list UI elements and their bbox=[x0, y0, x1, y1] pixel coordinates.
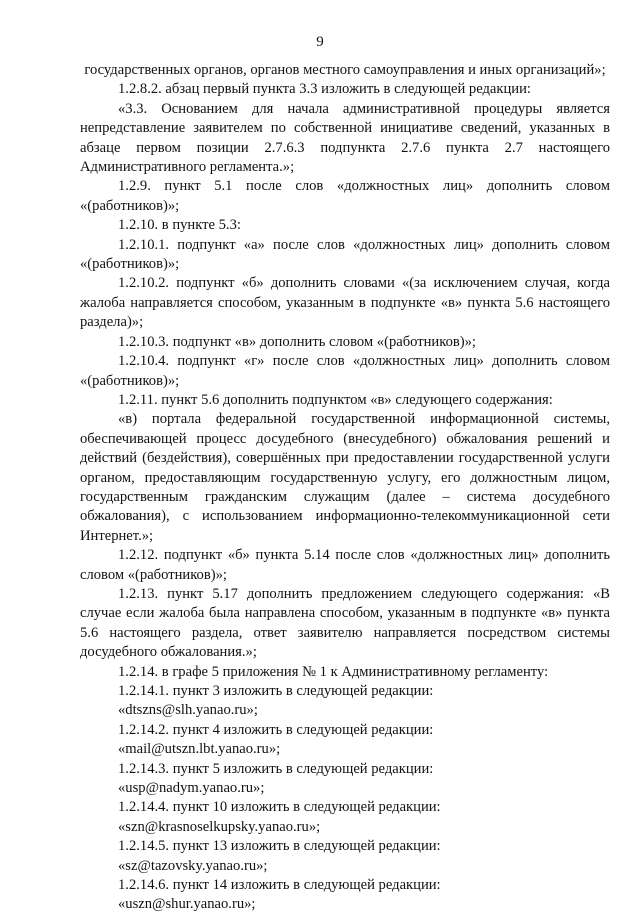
paragraph-1-2-14-4: 1.2.14.4. пункт 10 изложить в следующей редакции: bbox=[118, 799, 441, 816]
email-line: «szn@krasnoselkupsky.yanao.ru»; bbox=[118, 818, 321, 835]
email-line: «sz@tazovsky.yanao.ru»; bbox=[118, 857, 268, 874]
paragraph-1-2-13: 1.2.13. пункт 5.17 дополнить предложением следующего содержания: «В случае если жалоба была направлена способом, указанным в подпункте «в» пункта 5.6 настоящего раздела, ответ заявителю направляется посредством системы досудебного обжалования.»; bbox=[80, 585, 610, 661]
paragraph-1-2-14-3: 1.2.14.3. пункт 5 изложить в следующей редакции: bbox=[118, 760, 434, 777]
paragraph-1-2-10: 1.2.10. в пункте 5.3: bbox=[118, 217, 241, 234]
paragraph-1-2-10-4: 1.2.10.4. подпункт «г» после слов «должностных лиц» дополнить словом «(работников)»; bbox=[80, 353, 610, 389]
paragraph-1-2-10-1: 1.2.10.1. подпункт «а» после слов «должностных лиц» дополнить словом «(работников)»; bbox=[80, 236, 610, 273]
page-number: 9 bbox=[316, 34, 324, 50]
paragraph-1-2-14-5: 1.2.14.5. пункт 13 изложить в следующей редакции: bbox=[118, 838, 441, 855]
email-line: «uszn@shur.yanao.ru»; bbox=[118, 896, 256, 913]
email-line: «dtszns@slh.yanao.ru»; bbox=[118, 702, 258, 719]
document-body bbox=[80, 61, 610, 915]
paragraph-1-2-9: 1.2.9. пункт 5.1 после слов «должностных лиц» дополнить словом «(работников)»; bbox=[80, 178, 610, 214]
paragraph-1-2-10-2: 1.2.10.2. подпункт «б» дополнить словами «(за исключением случая, когда жалоба направляется способом, указанным в подпункте «в» пункта 5.6 настоящего раздела)»; bbox=[80, 275, 610, 331]
email-line: «usp@nadym.yanao.ru»; bbox=[118, 780, 265, 797]
paragraph-quote-v: «в) портала федеральной государственной информационной системы, обеспечивающей процесс досудебного (внесудебного) обжалования решений и действий (бездействия), совершённых при предоставлении государственной услуги органом, предоставляющим государственную услугу, его должностным лицом, государственным гражданским служащим (далее – система досудебного обжалования), с использованием информационно-телекоммуникационной сети Интернет.»; bbox=[80, 411, 610, 544]
paragraph-continuation: государственных органов, органов местного самоуправления и иных организаций»; bbox=[84, 62, 606, 78]
paragraph-quote-3-3: «3.3. Основанием для начала административной процедуры является непредставление заявителем по собственной инициативе сведений, указанных в абзаце первом позиции 2.7.6.3 подпункта 2.7.6 пункта 2.7 настоящего Административного регламента.»; bbox=[80, 100, 610, 176]
paragraph-1-2-11: 1.2.11. пункт 5.6 дополнить подпунктом «в» следующего содержания: bbox=[118, 391, 553, 408]
paragraph-1-2-8-2: 1.2.8.2. абзац первый пункта 3.3 изложить в следующей редакции: bbox=[118, 81, 531, 98]
paragraph-1-2-14-2: 1.2.14.2. пункт 4 изложить в следующей редакции: bbox=[118, 721, 434, 738]
paragraph-1-2-14-6: 1.2.14.6. пункт 14 изложить в следующей редакции: bbox=[118, 877, 441, 894]
paragraph-1-2-12: 1.2.12. подпункт «б» пункта 5.14 после слов «должностных лиц» дополнить словом «(работников)»; bbox=[80, 547, 610, 583]
paragraph-1-2-14: 1.2.14. в графе 5 приложения № 1 к Административному регламенту: bbox=[118, 663, 549, 680]
paragraph-1-2-14-1: 1.2.14.1. пункт 3 изложить в следующей редакции: bbox=[118, 683, 434, 699]
paragraph-1-2-10-3: 1.2.10.3. подпункт «в» дополнить словом «(работников)»; bbox=[118, 333, 476, 350]
email-line: «mail@utszn.lbt.yanao.ru»; bbox=[118, 741, 281, 758]
